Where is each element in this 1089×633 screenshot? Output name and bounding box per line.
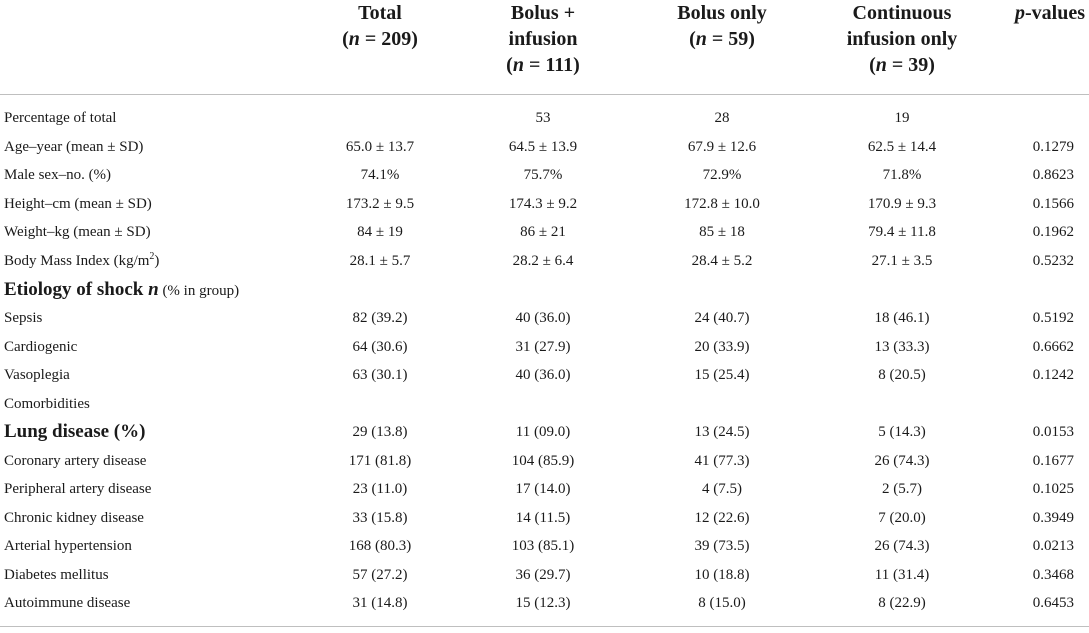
table-row — [0, 532, 1089, 560]
cell-continuous: 18 (46.1) — [874, 310, 930, 326]
row-label-comorbidities: Comorbidities — [4, 396, 90, 412]
table-row — [0, 561, 1089, 589]
table-row — [0, 247, 1089, 275]
cell-total: 64 (30.6) — [352, 339, 408, 355]
cell-pvalue: 0.0153 — [1032, 424, 1074, 440]
header-bolus-only-title: Bolus only — [677, 2, 767, 24]
cell-bolus-infusion: 11 (09.0) — [515, 424, 571, 440]
cell-bolus-only: 72.9% — [702, 167, 742, 183]
cell-bolus-infusion: 53 — [535, 110, 551, 126]
cell-total: 82 (39.2) — [352, 310, 408, 326]
cell-total: 31 (14.8) — [352, 595, 408, 611]
cell-continuous: 62.5 ± 14.4 — [867, 139, 937, 155]
cell-bolus-only: 15 (25.4) — [694, 367, 750, 383]
cell-bolus-infusion: 15 (12.3) — [515, 595, 571, 611]
cell-pvalue: 0.3468 — [1032, 567, 1074, 583]
table-row — [0, 418, 1089, 446]
header-bolus-infusion-title: Bolus + — [510, 2, 576, 24]
cell-total: 168 (80.3) — [348, 538, 412, 554]
cell-bolus-infusion: 40 (36.0) — [515, 310, 571, 326]
header-divider — [0, 94, 1089, 95]
cell-bolus-only: 10 (18.8) — [694, 567, 750, 583]
section-heading — [0, 276, 1089, 304]
row-label: Body Mass Index $(kg/m^2)$ — [4, 251, 160, 269]
cell-bolus-only: 39 (73.5) — [694, 538, 750, 554]
cell-continuous: 27.1 ± 3.5 — [871, 253, 933, 269]
cell-continuous: 19 — [894, 110, 910, 126]
cell-pvalue: 0.3949 — [1032, 510, 1074, 526]
header-bolus-infusion — [463, 0, 623, 78]
row-label: Height–cm (mean ± SD) — [4, 196, 152, 212]
table-row — [0, 390, 1089, 418]
cell-bolus-infusion: 174.3 ± 9.2 — [508, 196, 578, 212]
table-row — [0, 589, 1089, 617]
row-label: Percentage of total — [4, 110, 117, 126]
row-label: Peripheral artery disease — [4, 481, 152, 497]
header-bolus-infusion-title-2: infusion — [508, 28, 578, 50]
section-heading-etiology: Etiology of shock n (% in group) — [4, 279, 240, 300]
table-row — [0, 361, 1089, 389]
cell-pvalue: 0.1677 — [1032, 453, 1074, 469]
cell-pvalue: 0.6453 — [1032, 595, 1074, 611]
cell-continuous: 71.8% — [882, 167, 922, 183]
cell-bolus-only: 172.8 ± 10.0 — [684, 196, 760, 212]
table-row — [0, 190, 1089, 218]
row-label: Diabetes mellitus — [4, 567, 109, 583]
table-row — [0, 447, 1089, 475]
cell-bolus-only: 85 ± 18 — [699, 224, 745, 240]
header-bolus-infusion-n: (n = 111) — [506, 54, 580, 76]
row-label: Vasoplegia — [4, 367, 70, 383]
cell-continuous: 8 (22.9) — [878, 595, 926, 611]
cell-pvalue: 0.8623 — [1032, 167, 1074, 183]
header-continuous-n: (n = 39) — [869, 54, 935, 76]
row-label: Chronic kidney disease — [4, 510, 144, 526]
cell-total: 29 (13.8) — [352, 424, 408, 440]
cell-bolus-only: 41 (77.3) — [694, 453, 750, 469]
cell-continuous: 5 (14.3) — [878, 424, 926, 440]
row-label: Cardiogenic — [4, 339, 78, 355]
header-total — [300, 0, 460, 52]
header-pvalues-label: -values — [1025, 2, 1085, 24]
table-row — [0, 304, 1089, 332]
cell-bolus-infusion: 14 (11.5) — [515, 510, 571, 526]
cell-pvalue: 0.1279 — [1032, 139, 1074, 155]
table-row — [0, 475, 1089, 503]
cell-continuous: 7 (20.0) — [878, 510, 926, 526]
table-row — [0, 333, 1089, 361]
table-row — [0, 504, 1089, 532]
cell-bolus-infusion: 36 (29.7) — [515, 567, 571, 583]
cell-total: 33 (15.8) — [352, 510, 408, 526]
cell-bolus-only: 4 (7.5) — [702, 481, 742, 497]
cell-continuous: 11 (31.4) — [874, 567, 930, 583]
cell-bolus-infusion: 40 (36.0) — [515, 367, 571, 383]
cell-pvalue: 0.1242 — [1032, 367, 1074, 383]
row-label: Autoimmune disease — [4, 595, 131, 611]
row-label: Coronary artery disease — [4, 453, 147, 469]
cell-bolus-only: 28 — [714, 110, 730, 126]
cell-total: 63 (30.1) — [352, 367, 408, 383]
cell-bolus-infusion: 64.5 ± 13.9 — [508, 139, 578, 155]
cell-pvalue: 0.6662 — [1032, 339, 1074, 355]
cell-total: 171 (81.8) — [348, 453, 412, 469]
header-total-title: Total — [358, 2, 402, 24]
cell-pvalue: 0.5232 — [1032, 253, 1074, 269]
cell-bolus-only: 28.4 ± 5.2 — [691, 253, 753, 269]
cell-bolus-only: 67.9 ± 12.6 — [687, 139, 757, 155]
cell-total: 65.0 ± 13.7 — [345, 139, 415, 155]
row-label: Arterial hypertension — [4, 538, 132, 554]
cell-continuous: 26 (74.3) — [874, 538, 930, 554]
cell-total: 74.1% — [360, 167, 400, 183]
cell-bolus-infusion: 75.7% — [523, 167, 563, 183]
cell-bolus-infusion: 17 (14.0) — [515, 481, 571, 497]
cell-pvalue: 0.1962 — [1032, 224, 1074, 240]
cell-pvalue: 0.5192 — [1032, 310, 1074, 326]
table-row — [0, 218, 1089, 246]
cell-total: 28.1 ± 5.7 — [349, 253, 411, 269]
table-row — [0, 161, 1089, 189]
cell-continuous: 26 (74.3) — [874, 453, 930, 469]
cell-pvalue: 0.1566 — [1032, 196, 1074, 212]
header-pvalues — [980, 0, 1085, 26]
header-continuous — [822, 0, 982, 78]
cell-bolus-infusion: 104 (85.9) — [511, 453, 575, 469]
cell-total: 57 (27.2) — [352, 567, 408, 583]
cell-bolus-infusion: 31 (27.9) — [515, 339, 571, 355]
cell-total: 84 ± 19 — [357, 224, 403, 240]
header-pvalues-p: p — [1015, 2, 1025, 24]
cell-bolus-only: 24 (40.7) — [694, 310, 750, 326]
row-label: Sepsis — [4, 310, 43, 326]
cell-pvalue: 0.1025 — [1032, 481, 1074, 497]
row-label: Weight–kg (mean ± SD) — [4, 224, 151, 240]
header-continuous-title: Continuous — [852, 2, 952, 24]
cell-continuous: 13 (33.3) — [874, 339, 930, 355]
cell-pvalue: 0.0213 — [1032, 538, 1074, 554]
cell-continuous: 170.9 ± 9.3 — [867, 196, 937, 212]
cell-bolus-infusion: 86 ± 21 — [520, 224, 566, 240]
table-row — [0, 133, 1089, 161]
footer-divider — [0, 626, 1089, 627]
cell-bolus-only: 8 (15.0) — [698, 595, 746, 611]
cell-bolus-only: 20 (33.9) — [694, 339, 750, 355]
cell-bolus-infusion: 28.2 ± 6.4 — [512, 253, 574, 269]
row-label: Age–year (mean ± SD) — [4, 139, 144, 155]
cell-continuous: 2 (5.7) — [882, 481, 922, 497]
cell-continuous: 8 (20.5) — [878, 367, 926, 383]
header-bolus-only-n: (n = 59) — [689, 28, 755, 50]
header-bolus-only — [642, 0, 802, 52]
cell-bolus-only: 13 (24.5) — [694, 424, 750, 440]
cell-bolus-infusion: 103 (85.1) — [511, 538, 575, 554]
header-total-n: (n = 209) — [342, 28, 418, 50]
cell-total: 173.2 ± 9.5 — [345, 196, 415, 212]
cell-bolus-only: 12 (22.6) — [694, 510, 750, 526]
header-continuous-title-2: infusion only — [846, 28, 958, 50]
cell-total: 23 (11.0) — [352, 481, 408, 497]
row-label: Lung disease (%) — [4, 421, 146, 442]
table-row — [0, 104, 1089, 132]
cell-continuous: 79.4 ± 11.8 — [868, 224, 936, 240]
row-label: Male sex–no. (%) — [4, 167, 112, 183]
